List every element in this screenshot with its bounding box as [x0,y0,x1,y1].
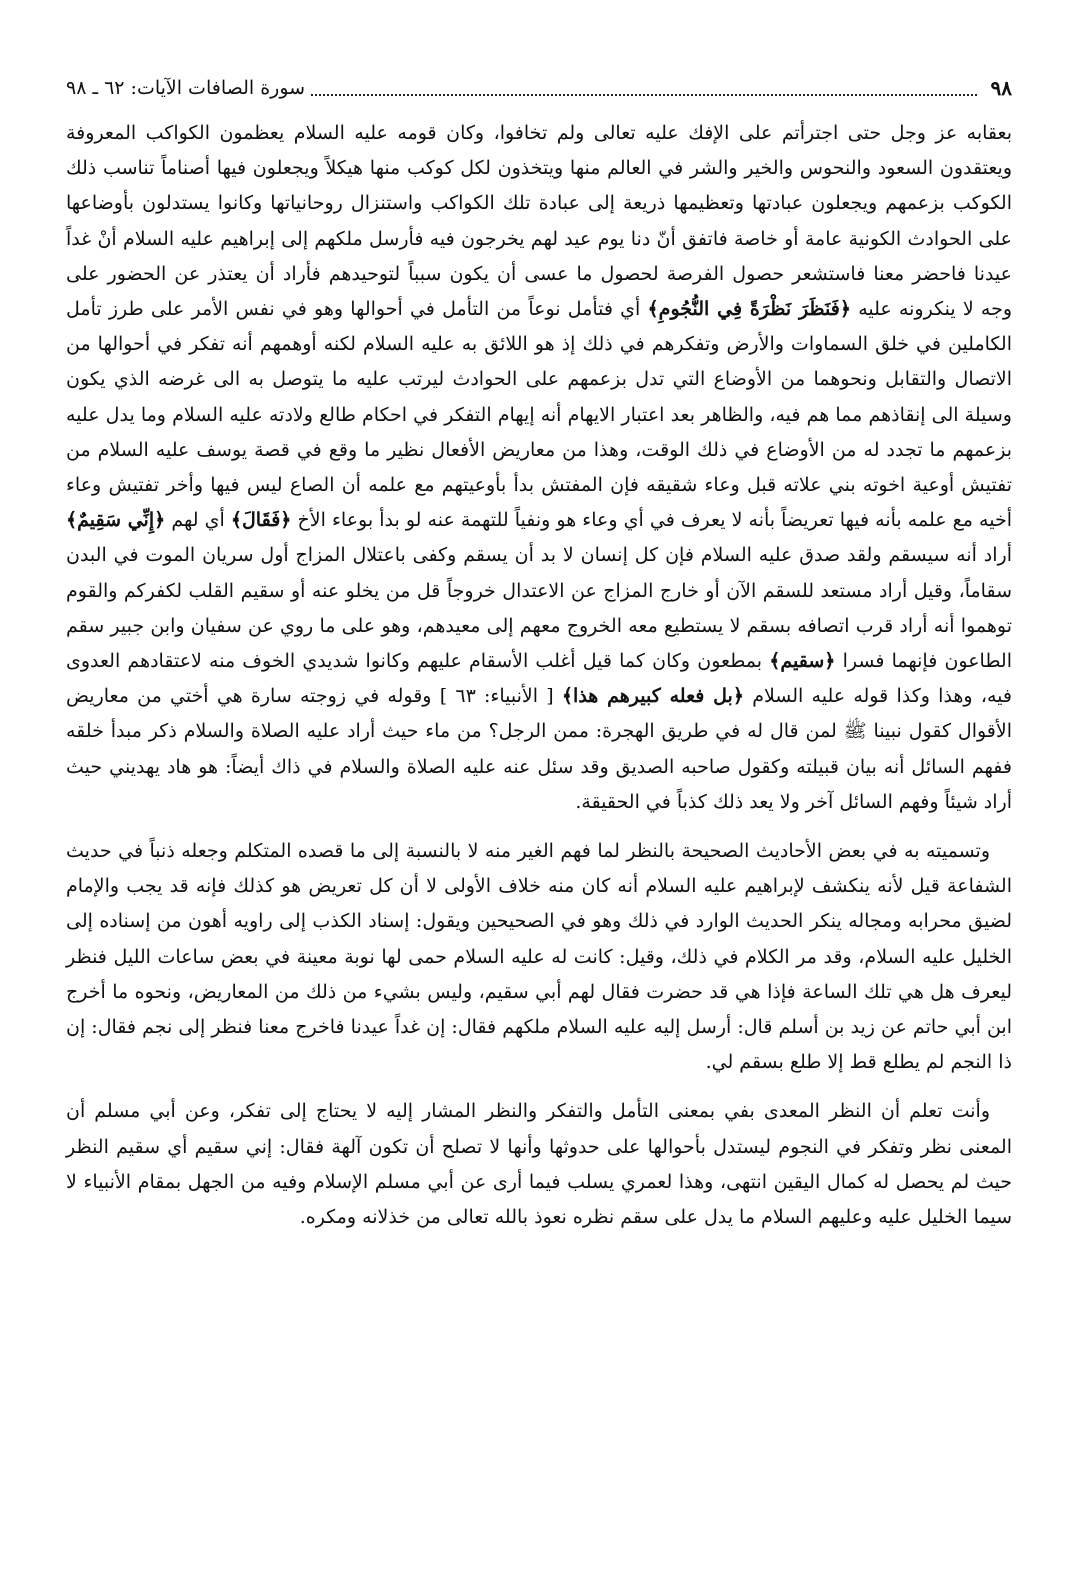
text-segment: وتسميته به في بعض الأحاديث الصحيحة بالنظر لما فهم الغير منه لا بالنسبة إلى ما قصده المتكلم وجعله ذنباً في حديث الشفاعة قيل لأنه ينكشف لإبراهيم عليه السلام أنه كان منه خلاف الأولى لا أن كل تعريض هو كذلك فإنه قد يجب والإمام لضيق محرابه ومجاله ينكر الحديث الوارد في ذلك وهو في الصحيحين ويقول: إسناد الكذب إلى راويه أهون من إسناده إلى الخليل عليه السلام، وقد مر الكلام في ذلك، وقيل: كانت له عليه السلام حمى لها نوبة معينة في بعض ساعات الليل فنظر ليعرف هل هي تلك الساعة فإذا هي قد حضرت فقال لهم أبي سقيم، وليس بشيء من ذلك من المعاريض، ونحوه ما أخرج ابن أبي حاتم عن زيد بن أسلم قال: أرسل إليه عليه السلام ملكهم فقال: إن غداً عيدنا فاخرج معنا فنظر إلى نجم فقال: إن ذا النجم لم يطلع قط إلا طلع بسقم لي. [66,840,1012,1074]
text-segment: بمطعون وكان كما قيل أغلب الأسقام عليهم وكانوا شديدي الخوف منه لاعتقادهم العدوى فيه، وهذا وكذا قوله عليه السلام [66,650,1012,708]
page-number: ٩٨ [990,76,1012,100]
running-title: سورة الصافات الآيات: ٦٢ ـ ٩٨ [66,77,306,99]
paragraph [66,834,1012,1080]
body-text [66,116,1012,1235]
book-page [66,70,1012,1560]
text-segment: بعقابه عز وجل حتى اجترأتم على الإفك عليه تعالى ولم تخافوا، وكان قومه عليه السلام يعظمون الكواكب المعروفة ويعتقدون السعود والنحوس والخير والشر في العالم منها ويتخذون لكل كوكب منها هيكلاً ويجعلون فيها أصناماً تناسب ذلك الكوكب بزعمهم ويجعلون عبادتها وتعظيمها ذريعة إلى عبادة تلك الكواكب واستنزال روحانياتها وكانوا يستدلون بأوضاعها على الحوادث الكونية عامة أو خاصة فاتفق أنّ دنا يوم عيد لهم يخرجون فيه فأرسل ملكهم إلى إبراهيم عليه السلام أنْ غداً عيدنا فاحضر معنا فاستشعر حصول الفرصة لحصول ما عسى أن يكون سبباً لتوحيدهم فأراد أن يعتذر عن الحضور على وجه لا ينكرونه عليه [66,122,1012,321]
quran-quote: ﴿فَقَالَ﴾ [230,509,292,532]
paragraph [66,116,1012,820]
quran-quote: ﴿سقيم﴾ [769,650,836,673]
text-segment: أي لهم [165,509,231,532]
quran-quote: ﴿إِنِّي سَقِيمٌ﴾ [66,509,166,532]
text-segment: أي فتأمل نوعاً من التأمل في أحوالها وهو في نفس الأمر على طرز تأمل الكاملين في خلق السماوات والأرض وتفكرهم في ذلك إذ هو اللائق به عليه السلام لكنه أوهمهم أنه تفكر في أحوالها من الاتصال والتقابل ونحوهما من الأوضاع التي تدل بزعمهم على الحوادث ليرتب عليه ما يتوصل به الى غرضه الذي يكون وسيلة الى إنقاذهم مما هم فيه، والظاهر بعد اعتبار الايهام أنه إيهام التفكر في احكام طالع ولادته عليه السلام وما يدل عليه بزعمهم ما تجدد له من الأوضاع في ذلك الوقت، وهذا من معاريض الأفعال نظير ما وقع في قصة يوسف عليه السلام من تفتيش أوعية اخوته بني علاته قبل وعاء شقيقه فإن المفتش بدأ بأوعيتهم مع علمه أن الصاع ليس فيها وأخر تفتيش وعاء أخيه مع علمه بأنه فيها تعريضاً بأنه لا يعرف في أي وعاء هو ونفياً للتهمة عنه لو بدأ بوعاء الأخ [66,298,1013,532]
page-header [66,70,1012,106]
text-segment: أراد أنه سيسقم ولقد صدق عليه السلام فإن كل إنسان لا بد أن يسقم وكفى باعتلال المزاج أول سريان الموت في البدن سقاماً، وقيل أراد مستعد للسقم الآن أو خارج المزاج عن الاعتدال خروجاً قل من يخلو عنه أو سقيم القلب لكفركم والقوم توهموا أنه أراد قرب اتصافه بسقم لا يستطيع معه الخروج معهم إلى معيدهم، وهو على ما روي عن سفيان وابن جبير سقم الطاعون فإنهما فسرا [66,544,1012,673]
text-segment: وأنت تعلم أن النظر المعدى بفي بمعنى التأمل والتفكر والنظر المشار إليه لا يحتاج إلى تفكر، وعن أبي مسلم أن المعنى نظر وتفكر في النجوم ليستدل بأحوالها على حدوثها وأنها لا تصلح أن تكون آلهة فقال: إني سقيم أي سقيم النظر حيث لم يحصل له كمال اليقين انتهى، وهذا لعمري يسلب فيما أرى عن أبي مسلم الإسلام وفيه من الجهل بمقام الأنبياء لا سيما الخليل عليه وعليهم السلام ما يدل على سقم نظره نعوذ بالله تعالى من خذلانه ومكره. [66,1100,1012,1229]
paragraph [66,1094,1012,1235]
text-segment: [ الأنبياء: ٦٣ ] وقوله في زوجته سارة هي أختي من معاريض الأقوال كقول نبينا ﷺ لمن قال له في طريق الهجرة: ممن الرجل؟ من ماء حيث أراد عليه الصلاة والسلام ذكر مبدأ خلقه ففهم السائل أنه بيان قبيلته وكقول صاحبه الصديق وقد سئل عنه عليه الصلاة والسلام في ذاك أيضاً: هو هاد يهديني حيث أراد شيئاً وفهم السائل آخر ولا يعد ذلك كذباً في الحقيقة. [66,685,1012,813]
quran-quote: ﴿فَنَظَرَ نَظْرَةً فِي النُّجُومِ﴾ [647,298,851,321]
bracketed-quote: ﴿بل فعله كبيرهم هذا﴾ [561,685,744,708]
header-dotted-leader [311,80,976,96]
